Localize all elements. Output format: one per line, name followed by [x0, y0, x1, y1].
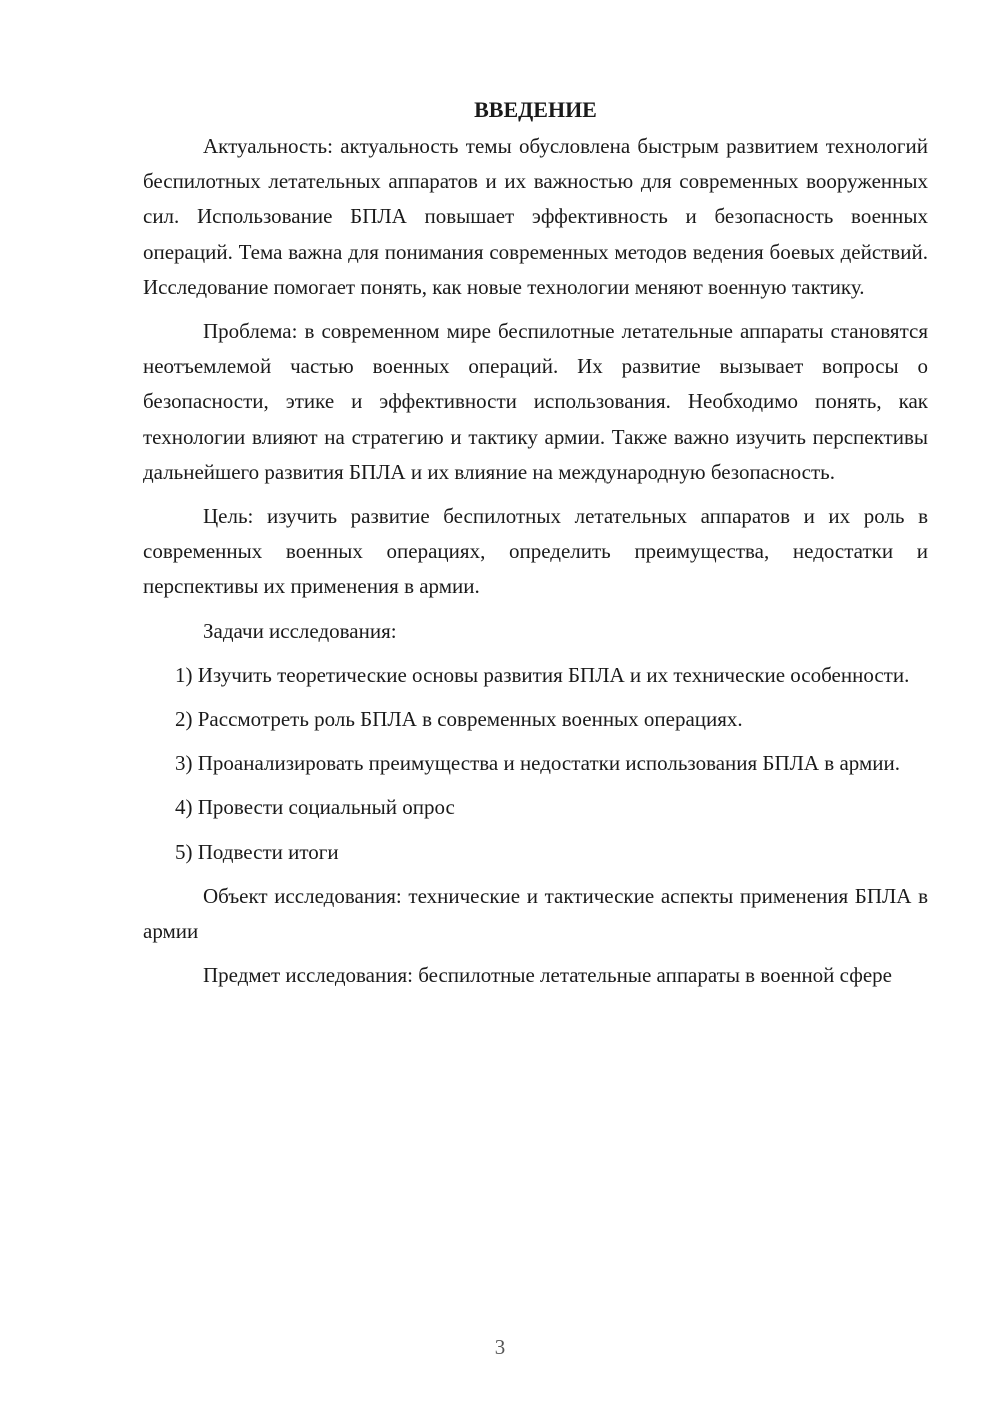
task-item: 1) Изучить теоретические основы развития БПЛА и их технические особенности.: [175, 662, 910, 687]
document-page: [143, 92, 928, 1002]
task-item: 3) Проанализировать преимущества и недостатки использования БПЛА в армии.: [175, 751, 900, 776]
relevance-paragraph: Актуальность: актуальность темы обусловлена быстрым развитием технологий беспилотных летательных аппаратов и их важностью для современных вооруженных сил. Использование БПЛА повышает эффективность и безопасность военных операций. Тема важна для понимания современных методов ведения боевых действий. Исследование помогает понять, как новые технологии меняют военную тактику.: [143, 134, 928, 299]
page-number: 3: [494, 1335, 506, 1359]
tasks-heading: Задачи исследования:: [203, 618, 397, 643]
problem-paragraph: Проблема: в современном мире беспилотные летательные аппараты становятся неотъемлемой частью военных операций. Их развитие вызывает вопросы о безопасности, этике и эффективности использования. Необходимо понять, как технологии влияют на стратегию и тактику армии. Также важно изучить перспективы дальнейшего развития БПЛА и их влияние на международную безопасность.: [143, 319, 928, 484]
task-item: 2) Рассмотреть роль БПЛА в современных военных операциях.: [175, 707, 743, 732]
section-title: ВВЕДЕНИЕ: [474, 97, 597, 122]
research-subject-paragraph: Предмет исследования: беспилотные летательные аппараты в военной сфере: [203, 963, 892, 988]
research-object-paragraph: Объект исследования: технические и тактические аспекты применения БПЛА в армии: [143, 883, 928, 944]
task-item: 5) Подвести итоги: [175, 839, 339, 864]
task-item: 4) Провести социальный опрос: [175, 795, 455, 820]
goal-paragraph: Цель: изучить развитие беспилотных летательных аппаратов и их роль в современных военных операциях, определить преимущества, недостатки и перспективы их применения в армии.: [143, 504, 928, 599]
